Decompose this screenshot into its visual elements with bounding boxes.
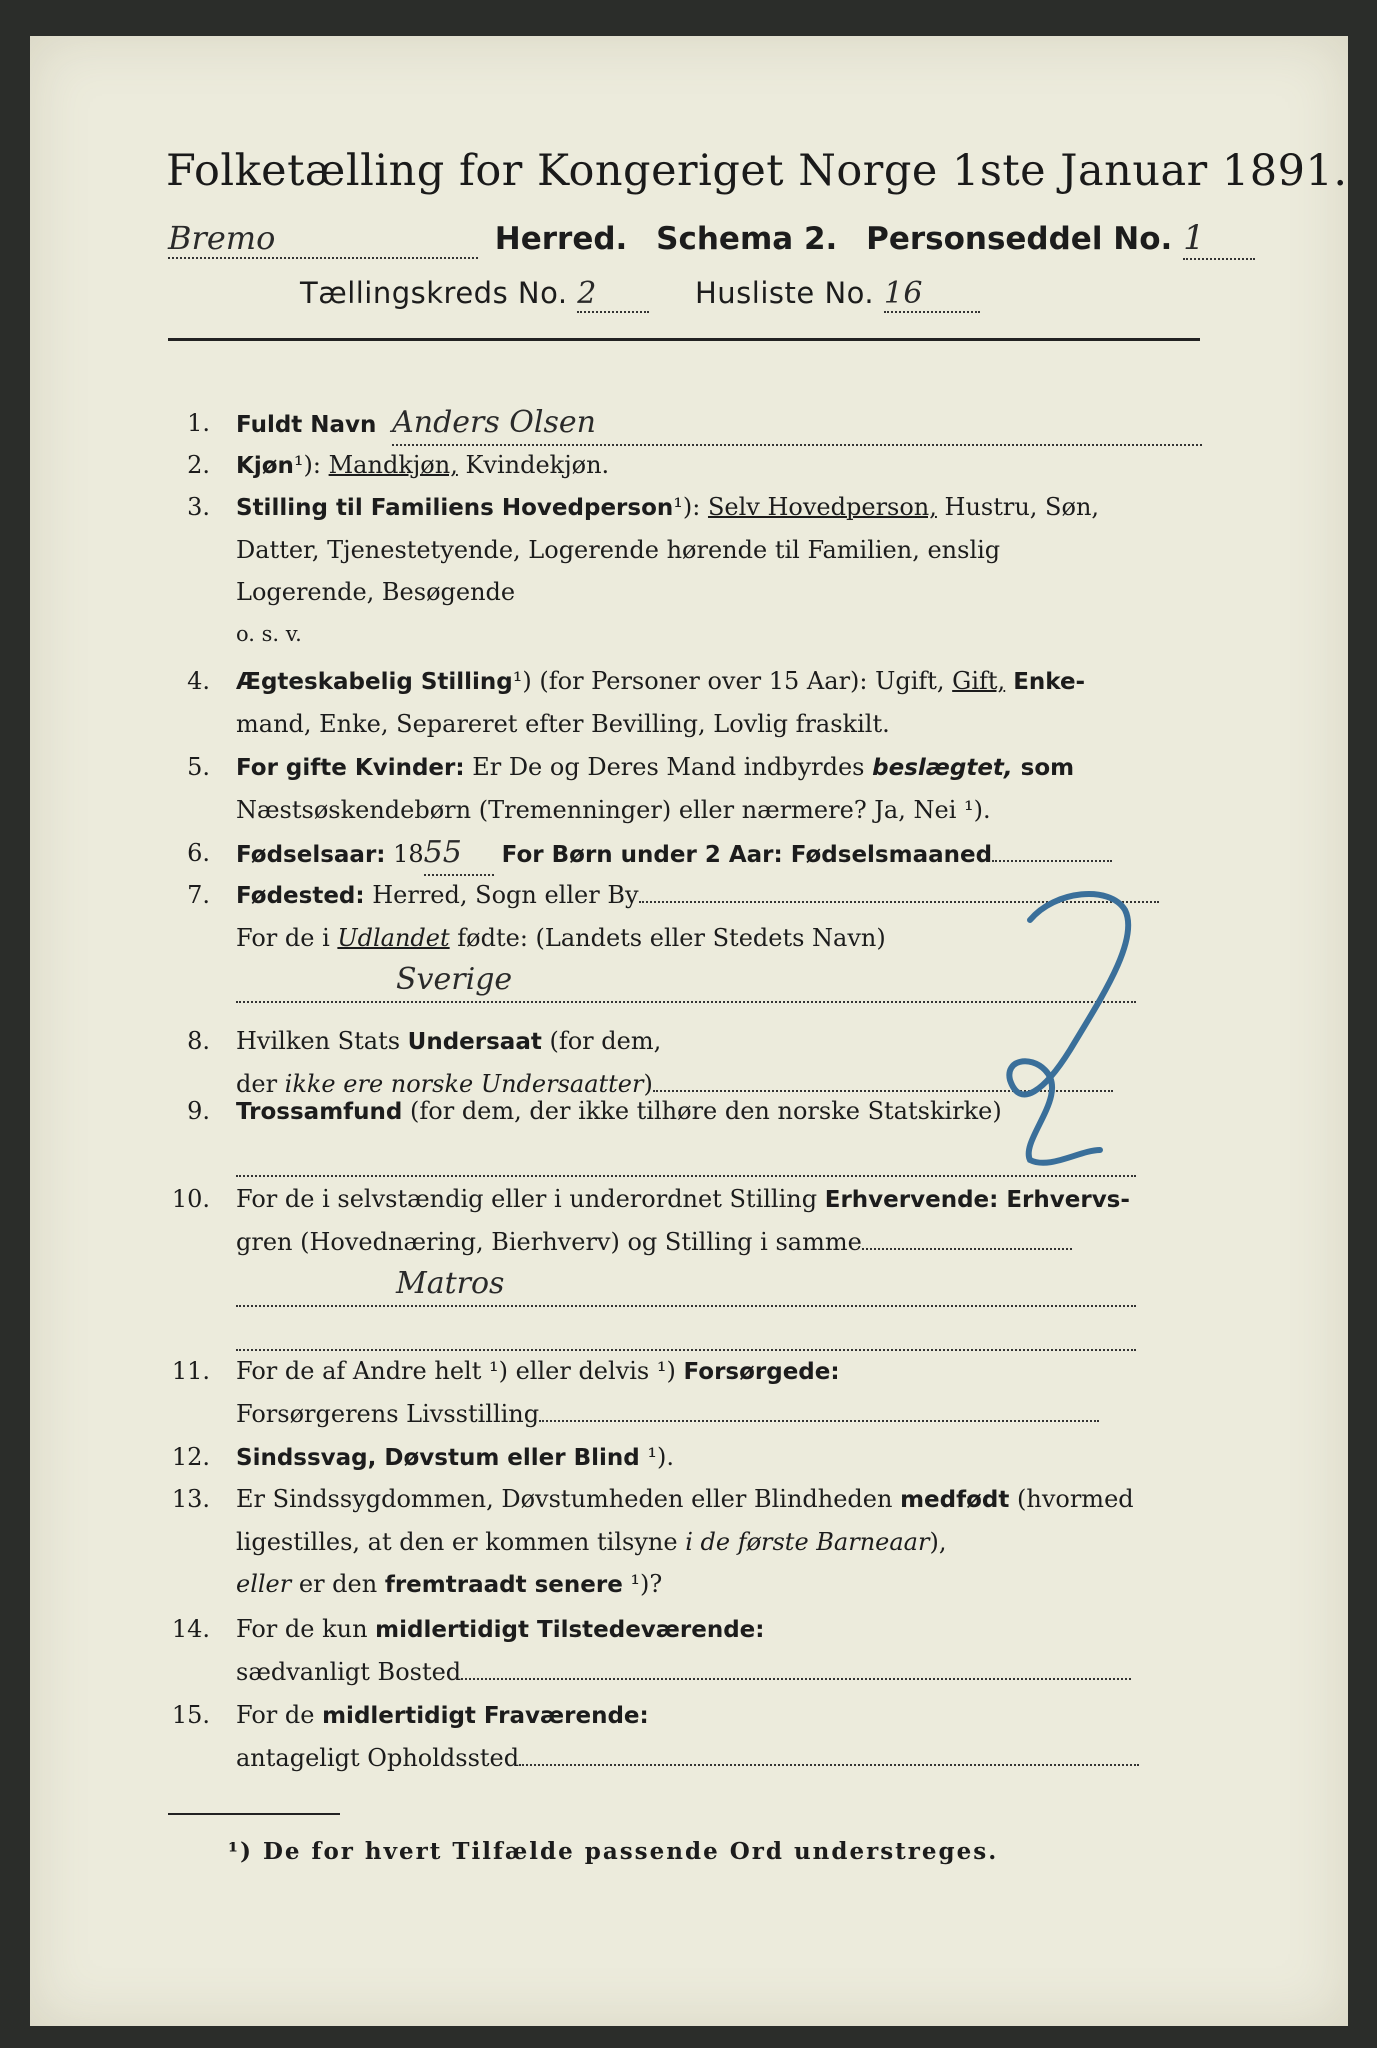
item-text: Logerende, Besøgende <box>236 578 516 606</box>
item-label: Fuldt Navn <box>236 412 377 438</box>
item-label: Fødested: <box>236 883 365 909</box>
underlined-choice: Mandkjøn, <box>328 451 458 479</box>
fill-line <box>539 1420 1099 1422</box>
herred-label: Herred. <box>494 221 628 257</box>
item-text: For de i <box>236 924 338 952</box>
item-label: midlertidigt Fraværende: <box>322 1703 649 1729</box>
item-text: For Børn under 2 Aar: Fødselsmaaned <box>493 842 993 868</box>
personseddel-label: Personseddel No. <box>866 221 1173 257</box>
header-rule <box>168 338 1200 341</box>
schema-label: Schema 2. <box>656 221 838 257</box>
footnote: ¹) De for hvert Tilfælde passende Ord understreges. <box>228 1838 999 1865</box>
item-label: Trossamfund <box>236 1099 403 1125</box>
item-text: ¹) <box>512 667 532 695</box>
item-text: Næstsøskendebørn (Tremenninger) eller nærmere? Ja, Nei ¹). <box>236 796 991 824</box>
item-text: er den <box>291 1570 385 1598</box>
item-number: 4. <box>187 667 210 695</box>
item-text: ¹): <box>673 493 701 521</box>
underlined-choice: Gift, <box>952 667 1006 695</box>
item-text: ligestilles, at den er kommen tilsyne <box>236 1528 686 1556</box>
item-text: For de kun <box>236 1615 376 1643</box>
fill-line <box>461 1678 1131 1680</box>
item-text: ¹)? <box>622 1570 663 1598</box>
item-text: (for Personer over 15 Aar): Ugift, <box>531 667 953 695</box>
item-label: Fødselsaar: <box>236 842 386 868</box>
item-number: 9. <box>187 1097 210 1125</box>
item-number: 5. <box>187 753 210 781</box>
item-label: medfødt <box>900 1487 1010 1513</box>
husliste-label: Husliste No. <box>695 276 875 310</box>
item-text: Enke- <box>1005 669 1086 695</box>
item-number: 6. <box>187 839 210 867</box>
item-number: 8. <box>187 1027 210 1055</box>
kreds-value: 2 <box>577 276 649 313</box>
item-text: Udlandet <box>337 924 450 952</box>
kreds-label: Tællingskreds No. <box>300 276 568 310</box>
item-text: (for dem, der ikke tilhøre den norske Statskirke) <box>402 1097 1002 1125</box>
item-text: Er Sindssygdommen, Døvstumheden eller Blindheden <box>236 1485 901 1513</box>
item-text: o. s. v. <box>236 622 302 646</box>
item-text: Er De og Deres Mand indbyrdes <box>464 753 873 781</box>
item-text: ¹). <box>639 1443 675 1471</box>
item-number: 12. <box>171 1443 210 1471</box>
item-number: 1. <box>187 409 210 437</box>
husliste-value: 16 <box>884 276 980 313</box>
item-label: midlertidigt Tilstedeværende: <box>375 1617 765 1643</box>
item-text: For de af Andre helt ¹) eller delvis ¹) <box>236 1357 684 1385</box>
item-number: 11. <box>171 1357 210 1385</box>
birthplace-value: Sverige <box>236 959 1136 1003</box>
item-text: fødte: (Landets eller Stedets Navn) <box>449 924 886 952</box>
occupation-value: Matros <box>236 1263 1136 1307</box>
item-text: ikke ere norske Undersaatter <box>284 1070 644 1098</box>
underlined-choice: Selv Hovedperson, <box>707 493 937 521</box>
item-text: Forsørgerens Livsstilling <box>236 1400 540 1428</box>
item-label: For gifte Kvinder: <box>236 755 465 781</box>
personseddel-value: 1 <box>1183 218 1255 260</box>
item-number: 10. <box>171 1185 210 1213</box>
kreds-line <box>300 276 980 313</box>
margin-mark-text: 2 <box>1132 920 1133 921</box>
footnote-rule <box>168 1813 340 1815</box>
item-text: (hvormed <box>1009 1485 1134 1513</box>
item-text: Hustru, Søn, <box>936 493 1100 521</box>
item-text: For de i selvstændig eller i underordnet Stilling <box>236 1185 825 1213</box>
item-label: Ægteskabelig Stilling <box>236 669 513 695</box>
item-label: Sindssvag, Døvstum eller Blind <box>236 1445 640 1471</box>
herred-value: Bremo <box>168 219 478 259</box>
item-number: 2. <box>187 451 210 479</box>
full-name-value: Anders Olsen <box>392 402 1202 446</box>
item-label: Undersaat <box>407 1029 542 1055</box>
item-text: antageligt Opholdssted <box>236 1744 520 1772</box>
item-text: Herred, Sogn eller By <box>364 881 639 909</box>
blue-ink-mark <box>960 880 1160 1170</box>
item-text: For de <box>236 1701 323 1729</box>
item-text: som <box>1012 755 1075 781</box>
item-label: Stilling til Familiens Hovedperson <box>236 495 674 521</box>
item-text: fremtraadt senere <box>384 1572 623 1598</box>
item-label: Forsørgede: <box>683 1359 840 1385</box>
item-text: (for dem, <box>541 1027 662 1055</box>
item-text: eller <box>236 1570 292 1598</box>
item-number: 13. <box>171 1485 210 1513</box>
fill-line <box>992 860 1112 862</box>
birth-year-value: 55 <box>424 832 494 876</box>
item-text: i de første Barneaar <box>685 1528 930 1556</box>
blue-ink-stroke <box>1009 894 1128 1163</box>
item-text: Kvindekjøn. <box>457 451 610 479</box>
item-number: 14. <box>171 1615 210 1643</box>
fill-line <box>862 1248 1072 1250</box>
item-text: gren (Hovednæring, Bierhverv) og Stilling i samme <box>236 1228 862 1256</box>
fill-line <box>236 1307 1136 1351</box>
item-text: ¹): <box>293 451 321 479</box>
form-title: Folketælling for Kongeriget Norge 1ste Januar 1891. <box>166 146 1348 196</box>
item-text: Hvilken Stats <box>236 1027 408 1055</box>
item-number: 15. <box>171 1701 210 1729</box>
item-text: 18 <box>385 840 424 868</box>
item-label: Erhvervende: Erhvervs- <box>824 1187 1130 1213</box>
item-number: 7. <box>187 881 210 909</box>
item-text: Datter, Tjenestetyende, Logerende hørende til Familien, enslig <box>236 536 1001 564</box>
fill-line <box>519 1764 1139 1766</box>
item-text: sædvanligt Bosted <box>236 1658 462 1686</box>
herred-line <box>168 218 1255 260</box>
item-label: Kjøn <box>236 453 294 479</box>
item-number: 3. <box>187 493 210 521</box>
item-text: mand, Enke, Separeret efter Bevilling, Lovlig fraskilt. <box>236 710 890 738</box>
item-text: der <box>236 1070 285 1098</box>
item-text: beslægtet, <box>872 755 1013 781</box>
item-text: ), <box>929 1528 947 1556</box>
